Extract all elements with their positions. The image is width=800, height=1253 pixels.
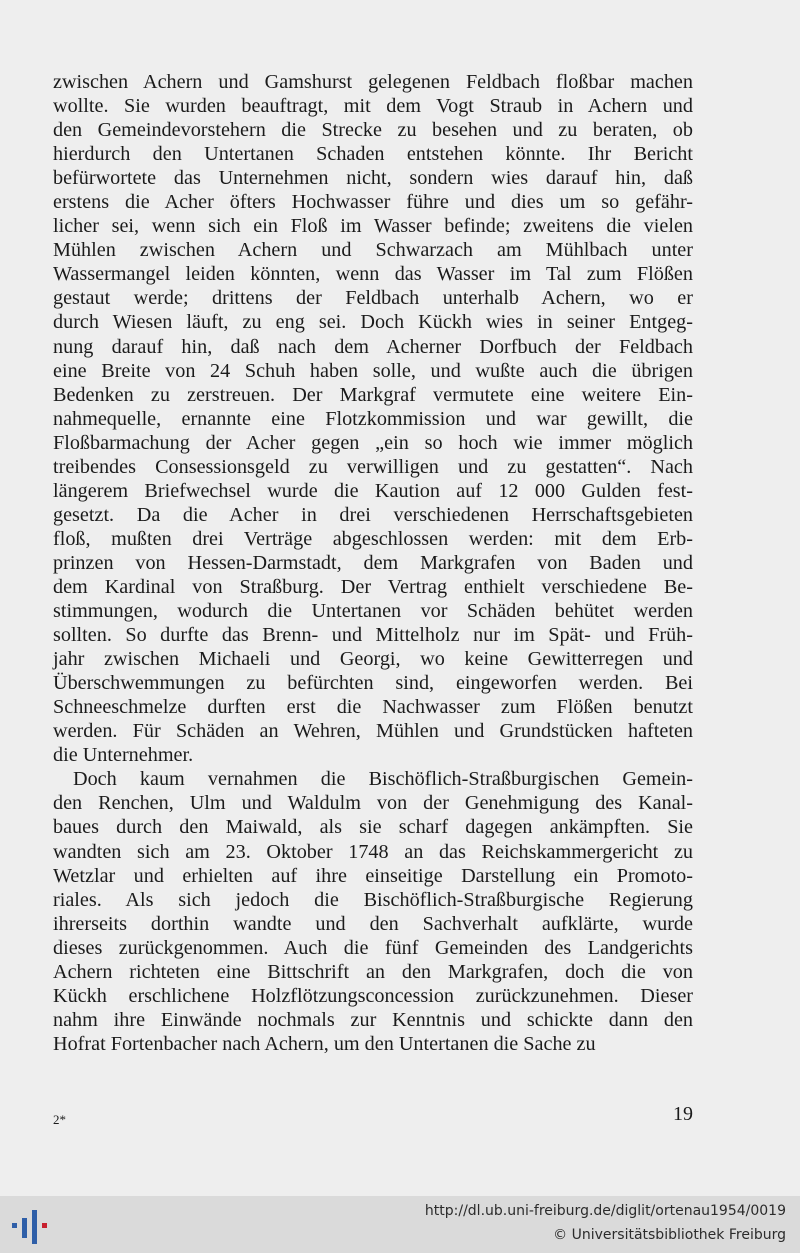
text-line: Kückh erschlichene Holzflötzungsconcession zurückzunehmen. Dieser bbox=[53, 984, 693, 1007]
body-text bbox=[53, 70, 693, 1056]
text-line: Achern richteten eine Bittschrift an den Markgrafen, doch die von bbox=[53, 960, 693, 983]
text-line: den Renchen, Ulm und Waldulm von der Genehmigung des Kanal- bbox=[53, 792, 693, 815]
text-line: jahr zwischen Michaeli und Georgi, wo keine Gewitterregen und bbox=[53, 648, 693, 671]
text-line: die Unternehmer. bbox=[53, 744, 194, 767]
signature-mark: 2* bbox=[53, 1112, 66, 1127]
text-line: Wetzlar und erhielten auf ihre einseitige Darstellung ein Promoto- bbox=[53, 864, 693, 887]
text-line: wandten sich am 23. Oktober 1748 an das Reichskammergericht zu bbox=[53, 840, 693, 863]
text-line: gesetzt. Da die Acher in drei verschiedenen Herrschaftsgebieten bbox=[53, 503, 693, 526]
text-line: dem Kardinal von Straßburg. Der Vertrag enthielt verschiedene Be- bbox=[53, 575, 693, 598]
text-line: dieses zurückgenommen. Auch die fünf Gemeinden des Landgerichts bbox=[53, 936, 693, 959]
footer-bar bbox=[0, 1196, 800, 1253]
text-line: durch Wiesen läuft, zu eng sei. Doch Kückh wies in seiner Entgeg- bbox=[53, 311, 693, 334]
text-line: Schneeschmelze durften erst die Nachwasser zum Flößen benutzt bbox=[53, 696, 693, 719]
page-number: 19 bbox=[673, 1103, 693, 1125]
text-line: prinzen von Hessen-Darmstadt, dem Markgrafen von Baden und bbox=[53, 551, 693, 574]
text-line: stimmungen, wodurch die Untertanen vor Schäden behütet werden bbox=[53, 600, 693, 623]
text-line: nung darauf hin, daß nach dem Acherner Dorfbuch der Feldbach bbox=[53, 335, 693, 358]
text-line: licher sei, wenn sich ein Floß im Wasser befinde; zweitens die vielen bbox=[53, 215, 693, 238]
text-line: Wassermangel leiden könnten, wenn das Wasser im Tal zum Flößen bbox=[53, 263, 693, 286]
text-line: sollten. So durfte das Brenn- und Mittelholz nur im Spät- und Früh- bbox=[53, 624, 693, 647]
text-line: Bedenken zu zerstreuen. Der Markgraf vermutete eine weitere Ein- bbox=[53, 383, 693, 406]
text-line: Doch kaum vernahmen die Bischöflich-Straßburgischen Gemein- bbox=[73, 768, 693, 791]
text-line: Floßbarmachung der Acher gegen „ein so hoch wie immer möglich bbox=[53, 431, 693, 454]
text-line: eine Breite von 24 Schuh haben solle, und wußte auch die übrigen bbox=[53, 359, 693, 382]
text-line: Mühlen zwischen Achern und Schwarzach am Mühlbach unter bbox=[53, 239, 693, 262]
text-line: zwischen Achern und Gamshurst gelegenen Feldbach floßbar machen bbox=[53, 71, 693, 93]
text-line: werden. Für Schäden an Wehren, Mühlen und Grundstücken hafteten bbox=[53, 720, 693, 743]
text-line: riales. Als sich jedoch die Bischöflich-Straßburgische Regierung bbox=[53, 888, 693, 911]
source-url[interactable]: http://dl.ub.uni-freiburg.de/diglit/ortenau1954/0019 bbox=[424, 1203, 786, 1219]
text-line: baues durch den Maiwald, als sie scharf dagegen ankämpften. Sie bbox=[53, 816, 693, 839]
text-line: treibendes Consessionsgeld zu verwilligen und zu gestatten“. Nach bbox=[53, 455, 693, 478]
library-logo-icon bbox=[10, 1204, 50, 1246]
paragraph-2 bbox=[53, 767, 693, 1056]
paragraph-1 bbox=[53, 70, 693, 767]
text-line: floß, mußten drei Verträge abgeschlossen werden: mit dem Erb- bbox=[53, 527, 693, 550]
text-line: nahm ihre Einwände nochmals zur Kenntnis und schickte dann den bbox=[53, 1008, 693, 1031]
text-line: gestaut werde; drittens der Feldbach unterhalb Achern, wo er bbox=[53, 287, 693, 310]
text-line: Überschwemmungen zu befürchten sind, eingeworfen werden. Bei bbox=[53, 672, 693, 695]
text-line: den Gemeindevorstehern die Strecke zu besehen und zu beraten, ob bbox=[53, 119, 693, 142]
text-line: längerem Briefwechsel wurde die Kaution auf 12 000 Gulden fest- bbox=[53, 479, 693, 502]
text-line: nahmequelle, ernannte eine Flotzkommission und war gewillt, die bbox=[53, 407, 693, 430]
text-line: Hofrat Fortenbacher nach Achern, um den Untertanen die Sache zu bbox=[53, 1032, 596, 1055]
text-line: ihrerseits dorthin wandte und den Sachverhalt aufklärte, wurde bbox=[53, 912, 693, 935]
text-line: erstens die Acher öfters Hochwasser führe und dies um so gefähr- bbox=[53, 191, 693, 214]
copyright-notice: © Universitätsbibliothek Freiburg bbox=[553, 1227, 786, 1243]
text-line: wollte. Sie wurden beauftragt, mit dem Vogt Straub in Achern und bbox=[53, 95, 693, 118]
text-line: befürwortete das Unternehmen nicht, sondern wies darauf hin, daß bbox=[53, 167, 693, 190]
text-line: hierdurch den Untertanen Schaden entstehen könnte. Ihr Bericht bbox=[53, 143, 693, 166]
